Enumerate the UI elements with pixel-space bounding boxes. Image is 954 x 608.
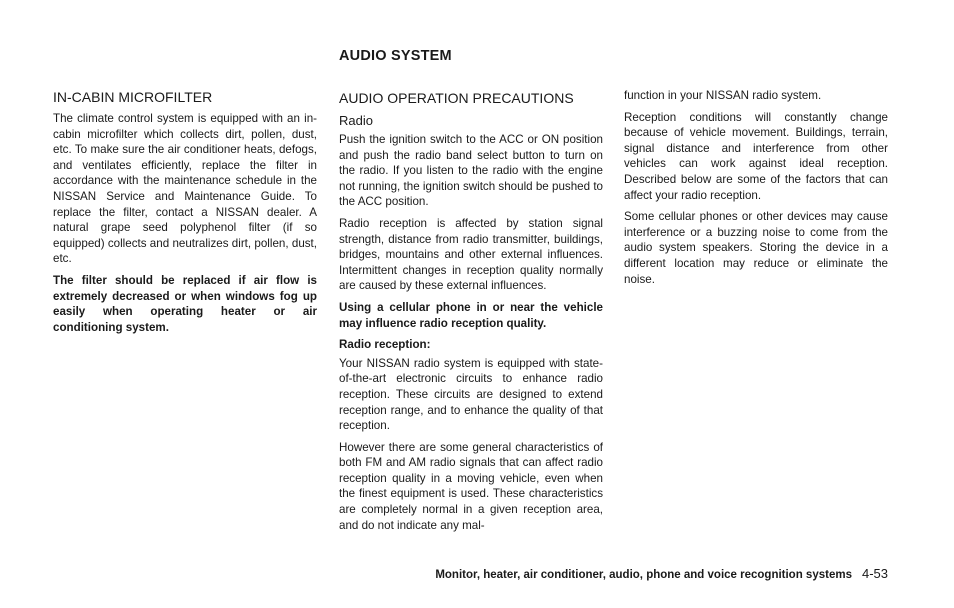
footer-chapter-title: Monitor, heater, air conditioner, audio, phone and voice recognition systems [435, 569, 852, 581]
column-right [624, 88, 888, 293]
radio-paragraph-2: Radio reception is affected by station signal strength, distance from radio transmitter, buildings, bridges, mountains and other external influences. Intermittent changes in reception quality normally are caused by these external influences. [339, 216, 603, 293]
continued-paragraph: function in your NISSAN radio system. [624, 89, 822, 102]
radio-reception-paragraph-2: However there are some general characteristics of both FM and AM radio signals that can affect radio reception quality in a moving vehicle, even when the finest equipment is used. These characteristics are completely normal in a given reception area, and do not indicate any mal- [339, 440, 603, 532]
section-title: AUDIO SYSTEM [339, 48, 452, 64]
audio-precautions-heading: AUDIO OPERATION PRECAUTIONS [339, 90, 574, 106]
page-number: 4-53 [861, 566, 888, 581]
cellular-interference-paragraph: Some cellular phones or other devices may cause interference or a buzzing noise to come from the audio system speakers. Storing the device in a different location may reduce or eliminate the noise. [624, 210, 888, 286]
column-left [53, 88, 317, 341]
column-middle [339, 89, 603, 539]
reception-conditions-paragraph: Reception conditions will constantly change because of vehicle movement. Buildings, terrain, signal distance and interference from other vehicles can work against ideal reception. Described below are some of the factors that can affect your radio reception. [624, 110, 888, 202]
radio-paragraph-1: Push the ignition switch to the ACC or ON position and push the radio band select button to turn on the radio. If you listen to the radio with the engine not running, the ignition switch should be pushed to the ACC position. [339, 133, 603, 209]
radio-subheading: Radio [339, 113, 373, 128]
radio-reception-heading: Radio reception: [339, 338, 431, 352]
microfilter-paragraph: The climate control system is equipped with an in-cabin microfilter which collects dirt, pollen, dust, etc. To make sure the air conditioner heats, defogs, and ventilates efficiently, replace the filter in accordance with the maintenance schedule in the NISSAN Service and Maintenance Guide. To replace the filter, contact a NISSAN dealer. A natural grape seed polyphenol filter (if so equipped) collects and neutralizes dirt, pollen, dust, etc. [53, 112, 317, 266]
radio-reception-paragraph-1: Your NISSAN radio system is equipped with state-of-the-art electronic circuits to enhance radio reception. These circuits are designed to extend reception range, and to enhance the quality of that reception. [339, 356, 603, 433]
page-footer [435, 566, 888, 581]
microfilter-warning: The filter should be replaced if air flow is extremely decreased or when windows fog up easily when operating heater or air conditioning system. [53, 273, 317, 334]
in-cabin-microfilter-heading: IN-CABIN MICROFILTER [53, 89, 213, 105]
cellular-warning: Using a cellular phone in or near the vehicle may influence radio reception quality. [339, 300, 603, 330]
